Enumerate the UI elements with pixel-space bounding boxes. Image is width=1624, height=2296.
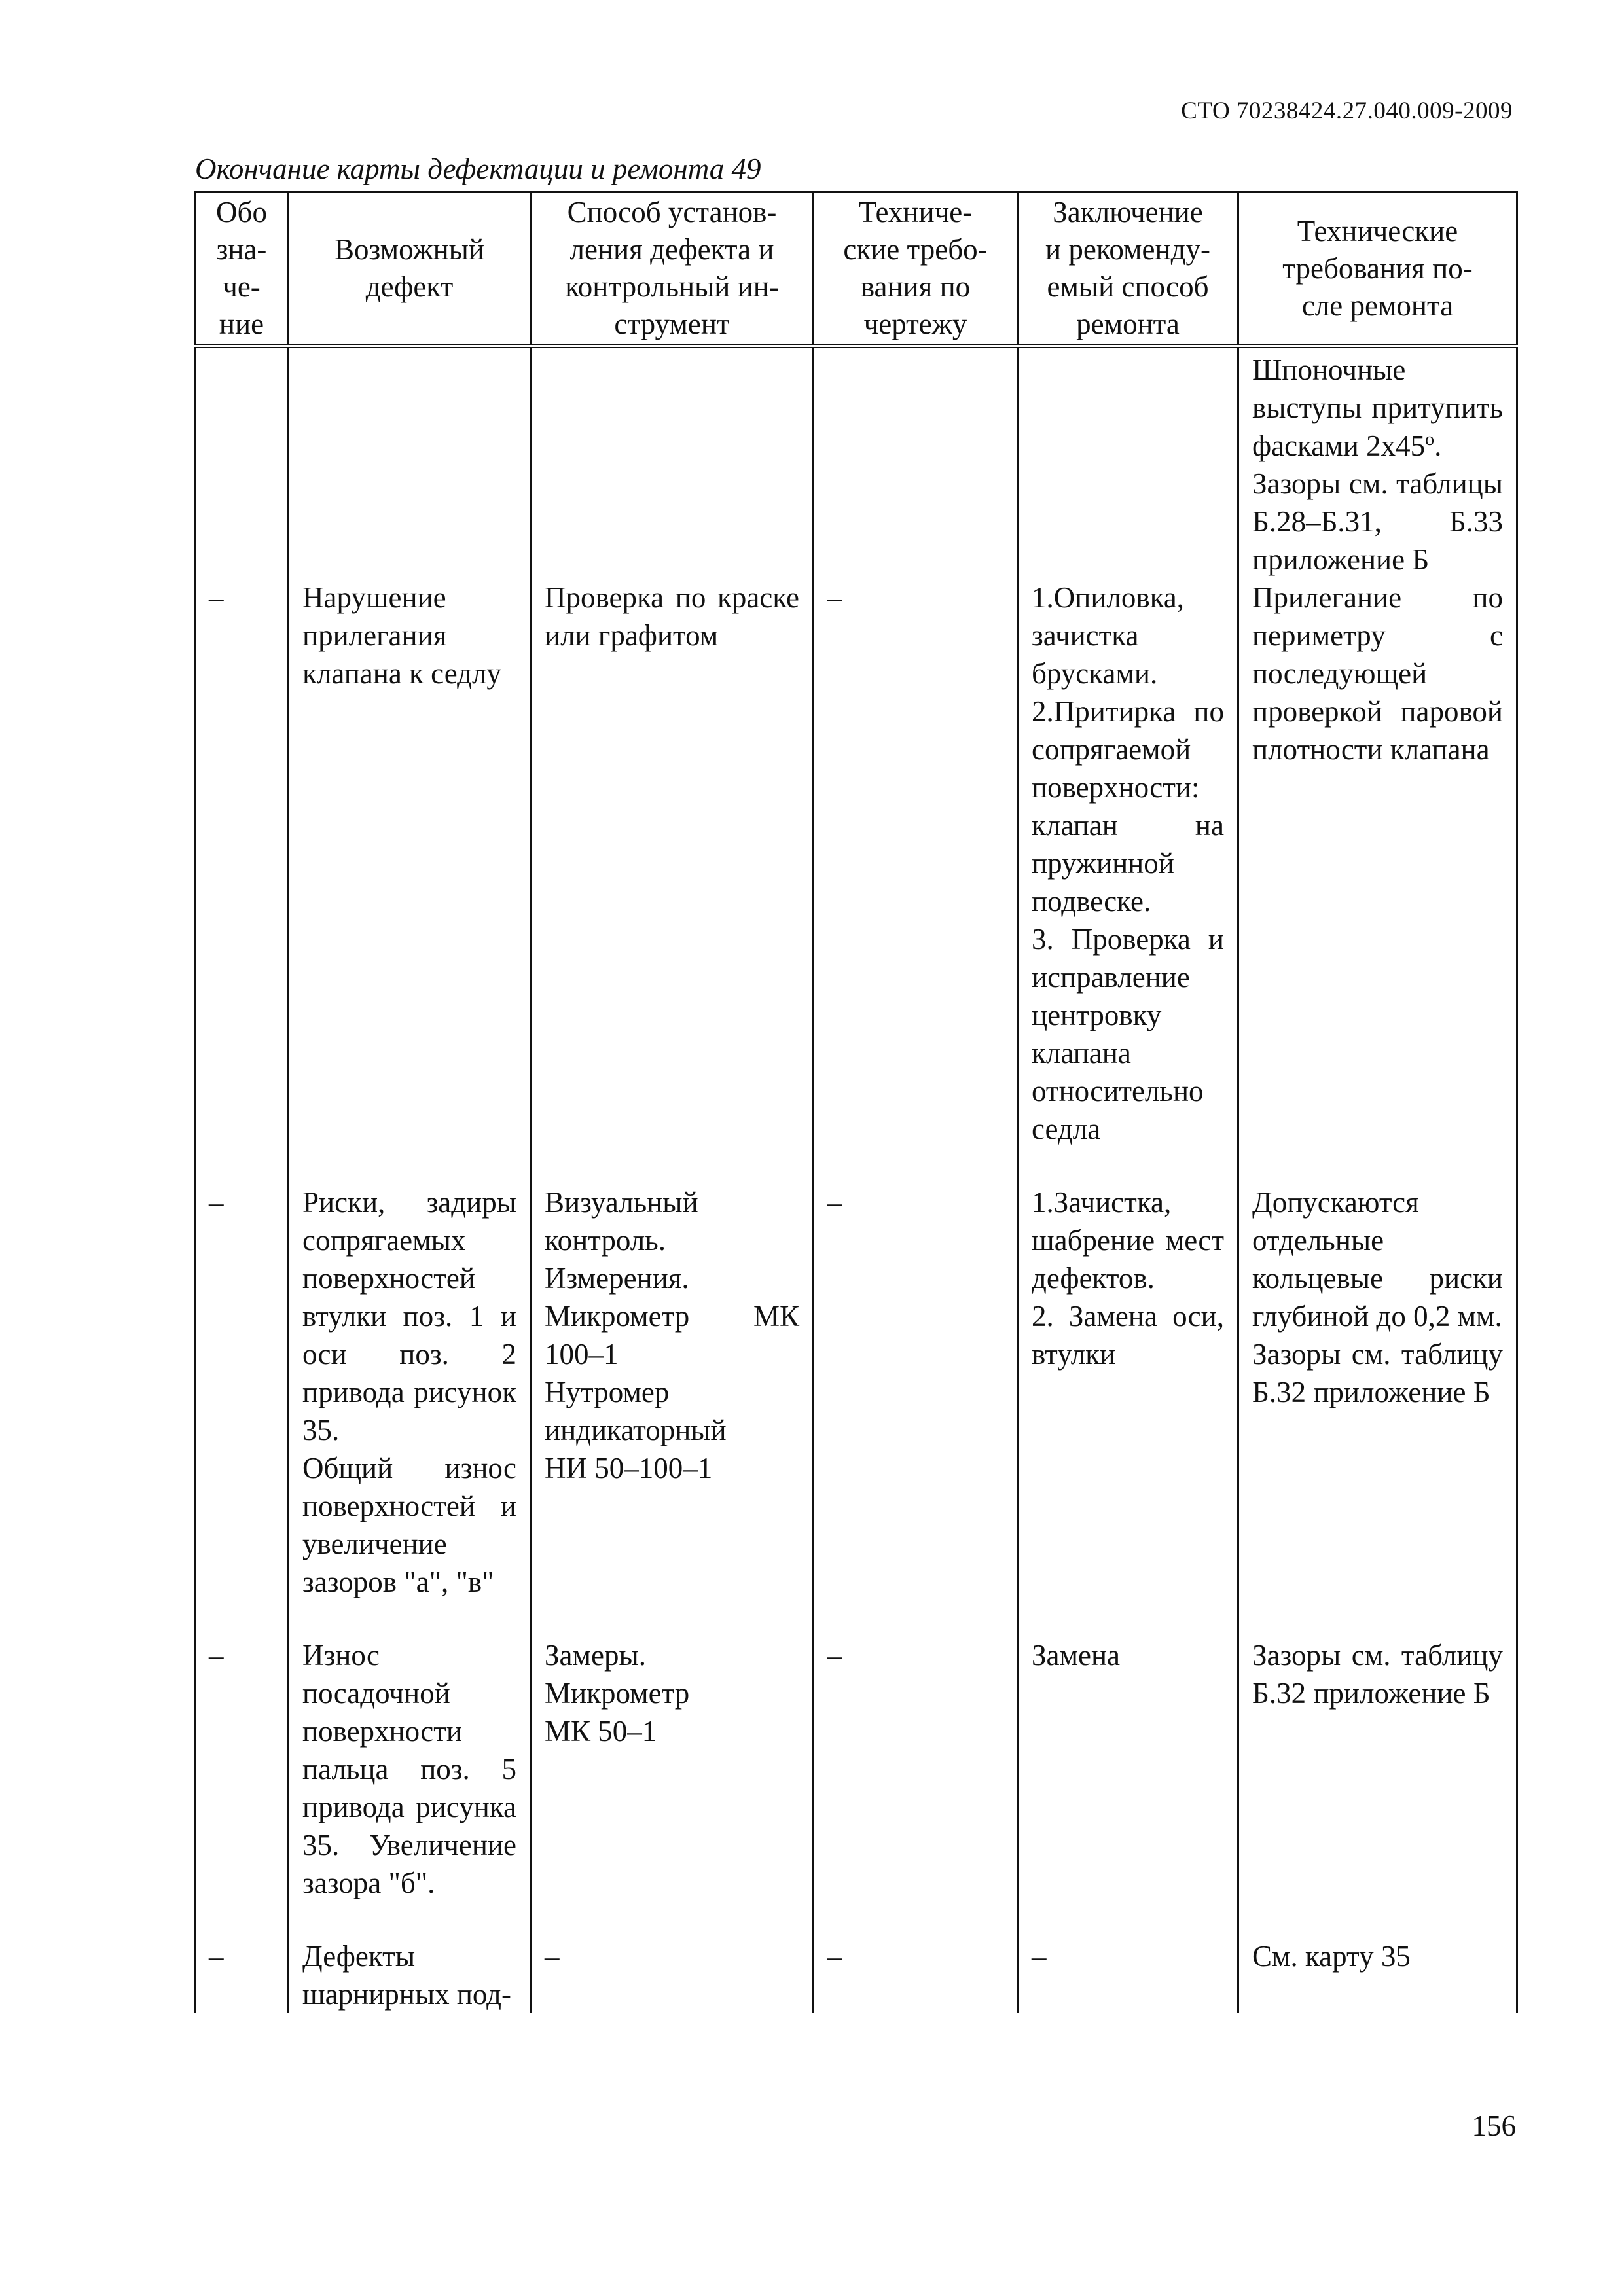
cell-drawing-req: – [814,579,1018,1183]
defect-repair-table [194,191,1518,2013]
page-number: 156 [1471,2109,1516,2142]
cell-drawing-req: – [814,1937,1018,2013]
cell-after-repair: Зазоры см. таблицу Б.32 приложение Б [1238,1636,1517,1937]
cell-designation: – [195,1183,289,1636]
col-header-after-repair: Технические требования по- сле ремонта [1238,192,1517,346]
col-header-designation: Обо зна- че- ние [195,192,289,346]
cell-defect: Дефекты шарнирных под- [289,1937,531,2013]
cell-method: – [531,1937,814,2013]
document-code: СТО 70238424.27.040.009-2009 [1181,98,1513,124]
cell-drawing-req: – [814,1636,1018,1937]
continuation-cell: Шпоночные выступы притупить фасками 2x45$^o$. Зазоры см. таблицы Б.28–Б.31, Б.33 приложение Б [1238,346,1517,579]
table-row [195,1937,1517,2013]
cell-repair: 1.Опиловка, зачистка брусками. 2.Притирка по сопрягаемой поверхности: клапан на пружинной подвеске. 3. Проверка и исправление центровку клапана относительно седла [1018,579,1238,1183]
col-header-repair: Заключение и рекоменду- емый способ ремонта [1018,192,1238,346]
table-row [195,579,1517,1183]
cell-designation: – [195,1937,289,2013]
table-header-row [195,192,1517,346]
table-caption: Окончание карты дефектации и ремонта 49 [195,152,761,185]
cell-repair: Замена [1018,1636,1238,1937]
cell-after-repair: Допускаются отдельные кольцевые риски глубиной до 0,2 мм. Зазоры см. таблицу Б.32 приложение Б [1238,1183,1517,1636]
cell-designation: – [195,1636,289,1937]
cell-defect: Риски, задиры сопрягаемых поверхностей втулки поз. 1 и оси поз. 2 привода рисунок 35. Общий износ поверхностей и увеличение зазоров "а", "в" [289,1183,531,1636]
col-header-method: Способ установ- ления дефекта и контрольный ин- струмент [531,192,814,346]
cell-designation: – [195,579,289,1183]
cell-drawing-req: – [814,1183,1018,1636]
col-header-drawing-req: Техниче- ские требо- вания по чертежу [814,192,1018,346]
cell-method: Визуальный контроль. Измерения. Микрометр МК 100–1 Нутромер индикаторный НИ 50–100–1 [531,1183,814,1636]
cell-repair: – [1018,1937,1238,2013]
cell-defect: Нарушение прилегания клапана к седлу [289,579,531,1183]
table-row-continuation [195,346,1517,579]
cell-method: Замеры. Микрометр МК 50–1 [531,1636,814,1937]
cell-method: Проверка по краске или графитом [531,579,814,1183]
table-row [195,1183,1517,1636]
table-row [195,1636,1517,1937]
col-header-defect: Возможный дефект [289,192,531,346]
cell-after-repair: См. карту 35 [1238,1937,1517,2013]
cell-defect: Износ посадочной поверхности пальца поз. 5 привода рисунка 35. Увеличение зазора "б". [289,1636,531,1937]
cell-repair: 1.Зачистка, шабрение мест дефектов. 2. Замена оси, втулки [1018,1183,1238,1636]
cell-after-repair: Прилегание по периметру с последующей проверкой паровой плотности клапана [1238,579,1517,1183]
